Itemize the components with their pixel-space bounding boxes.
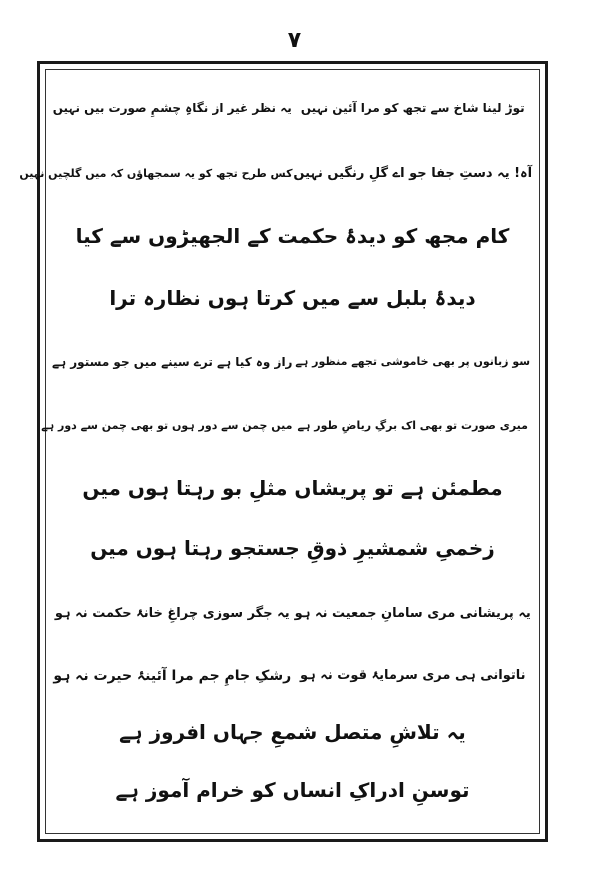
verse-centered: مطمئن ہے تو پریشاں مثلِ بو رہتا ہوں میں <box>82 476 503 500</box>
couplet-line-2 <box>19 154 533 194</box>
verse-left: راز وہ کیا ہے ترے سینے میں جو مستور ہے <box>52 355 293 369</box>
verse-centered: یہ تلاشِ متصل شمعِ جہاں افروز ہے <box>119 720 466 744</box>
verse-centered: توسنِ ادراکِ انساں کو خرام آموز ہے <box>115 778 470 802</box>
verse-left: یہ نظر غیر از نگاہِ چشمِ صورت بیں نہیں <box>52 101 292 115</box>
couplet-line-6 <box>41 406 533 446</box>
verse-centered: دیدۂ بلبل سے میں کرتا ہوں نظارہ ترا <box>109 286 476 310</box>
page-number: ۷ <box>287 28 302 53</box>
centered-line-3 <box>52 216 533 256</box>
verse-right: آہ! یہ دستِ جفا جو اے گلِ رنگیں نہیں <box>293 166 533 181</box>
verse-centered: کام مجھ کو دیدۂ حکمت کے الجھیڑوں سے کیا <box>75 224 510 248</box>
verse-centered: زخمیِ شمشیرِ ذوقِ جستجو رہتا ہوں میں <box>90 536 495 560</box>
verse-left: کس طرح تجھ کو یہ سمجھاؤں کہ میں گلچیں نہیں <box>19 167 293 180</box>
couplet-line-5 <box>52 342 533 382</box>
verse-right: یہ پریشانی مری سامانِ جمعیت نہ ہو <box>294 606 531 621</box>
verse-left: یہ جگر سوزی چراغِ خانۂ حکمت نہ ہو <box>54 606 290 621</box>
verse-right: سو زبانوں پر بھی خاموشی تجھے منظور ہے <box>295 355 531 368</box>
couplet-line-9 <box>52 594 533 634</box>
verse-left: میں چمن سے دور ہوں تو بھی چمن سے دور ہے <box>41 419 293 432</box>
couplet-line-1 <box>52 88 533 128</box>
centered-line-7 <box>52 468 533 508</box>
verse-right: میری صورت تو بھی اک برگِ ریاضِ طور ہے <box>297 419 528 432</box>
verse-right: توڑ لینا شاخ سے تجھ کو مرا آئین نہیں <box>300 101 525 115</box>
verse-right: ناتوانی ہی مری سرمایۂ قوت نہ ہو <box>299 668 526 683</box>
verse-left: رشکِ جامِ جم مرا آئینۂ حیرت نہ ہو <box>53 668 292 684</box>
centered-line-11 <box>52 712 533 752</box>
couplet-line-10 <box>52 656 533 696</box>
centered-line-4 <box>52 278 533 318</box>
centered-line-8 <box>52 528 533 568</box>
centered-line-12 <box>52 770 533 810</box>
